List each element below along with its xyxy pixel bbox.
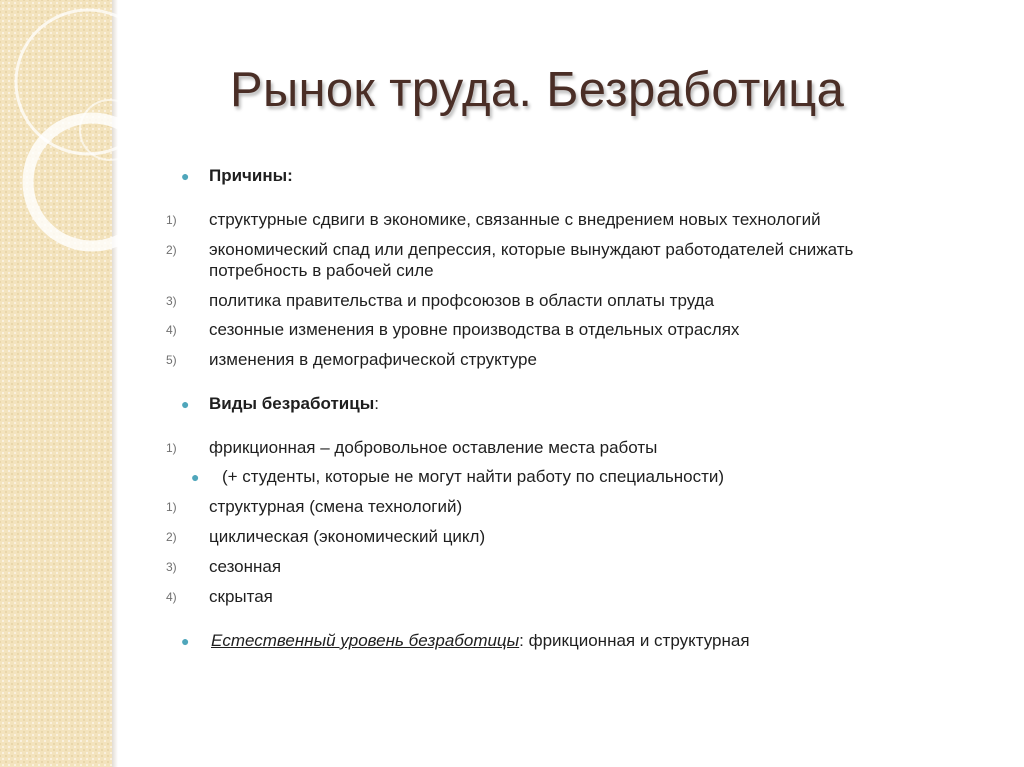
item-number: 4): [166, 590, 177, 604]
natural-rate-label: Естественный уровень безработицы: [211, 631, 520, 650]
item-text: структурная (смена технологий): [209, 497, 463, 516]
item-text: сезонная: [209, 557, 282, 576]
item-text-line1: экономический спад или депрессия, которые вынуждают работодателей снижать: [209, 240, 854, 259]
decorative-ring-large: [16, 10, 130, 154]
natural-rate-text: [211, 631, 971, 651]
item-text: политика правительства и профсоюзов в области оплаты труда: [209, 291, 715, 310]
causes-heading: Причины:: [209, 166, 293, 185]
item-number: 3): [166, 294, 177, 308]
item-number: 1): [166, 441, 177, 455]
bullet-dot-icon: ●: [191, 469, 200, 485]
item-text: скрытая: [209, 587, 273, 606]
item-text: фрикционная – добровольное оставление места работы: [209, 438, 658, 457]
item-number: 3): [166, 560, 177, 574]
decorative-ring-thick: [28, 118, 130, 246]
sub-item-text: (+ студенты, которые не могут найти работу по специальности): [222, 467, 725, 486]
decorative-rings: [0, 0, 130, 260]
types-heading-suffix: :: [374, 394, 379, 413]
item-text-line2: потребность в рабочей силе: [209, 261, 434, 280]
bullet-dot-icon: ●: [181, 633, 190, 649]
natural-rate-value: : фрикционная и структурная: [519, 631, 750, 650]
slide-title: Рынок труда. Безработица: [230, 63, 845, 117]
bullet-dot-icon: ●: [181, 168, 190, 184]
item-text: структурные сдвиги в экономике, связанные с внедрением новых технологий: [209, 210, 821, 229]
types-heading-wrap: [209, 394, 969, 414]
item-number: 5): [166, 353, 177, 367]
item-text: изменения в демографической структуре: [209, 350, 537, 369]
item-number: 2): [166, 530, 177, 544]
types-heading: Виды безработицы: [209, 394, 375, 413]
bullet-dot-icon: ●: [181, 396, 190, 412]
item-text: сезонные изменения в уровне производства в отдельных отраслях: [209, 320, 740, 339]
item-number: 1): [166, 213, 177, 227]
item-number: 4): [166, 323, 177, 337]
item-text: циклическая (экономический цикл): [209, 527, 486, 546]
item-number: 2): [166, 243, 177, 257]
item-number: 1): [166, 500, 177, 514]
